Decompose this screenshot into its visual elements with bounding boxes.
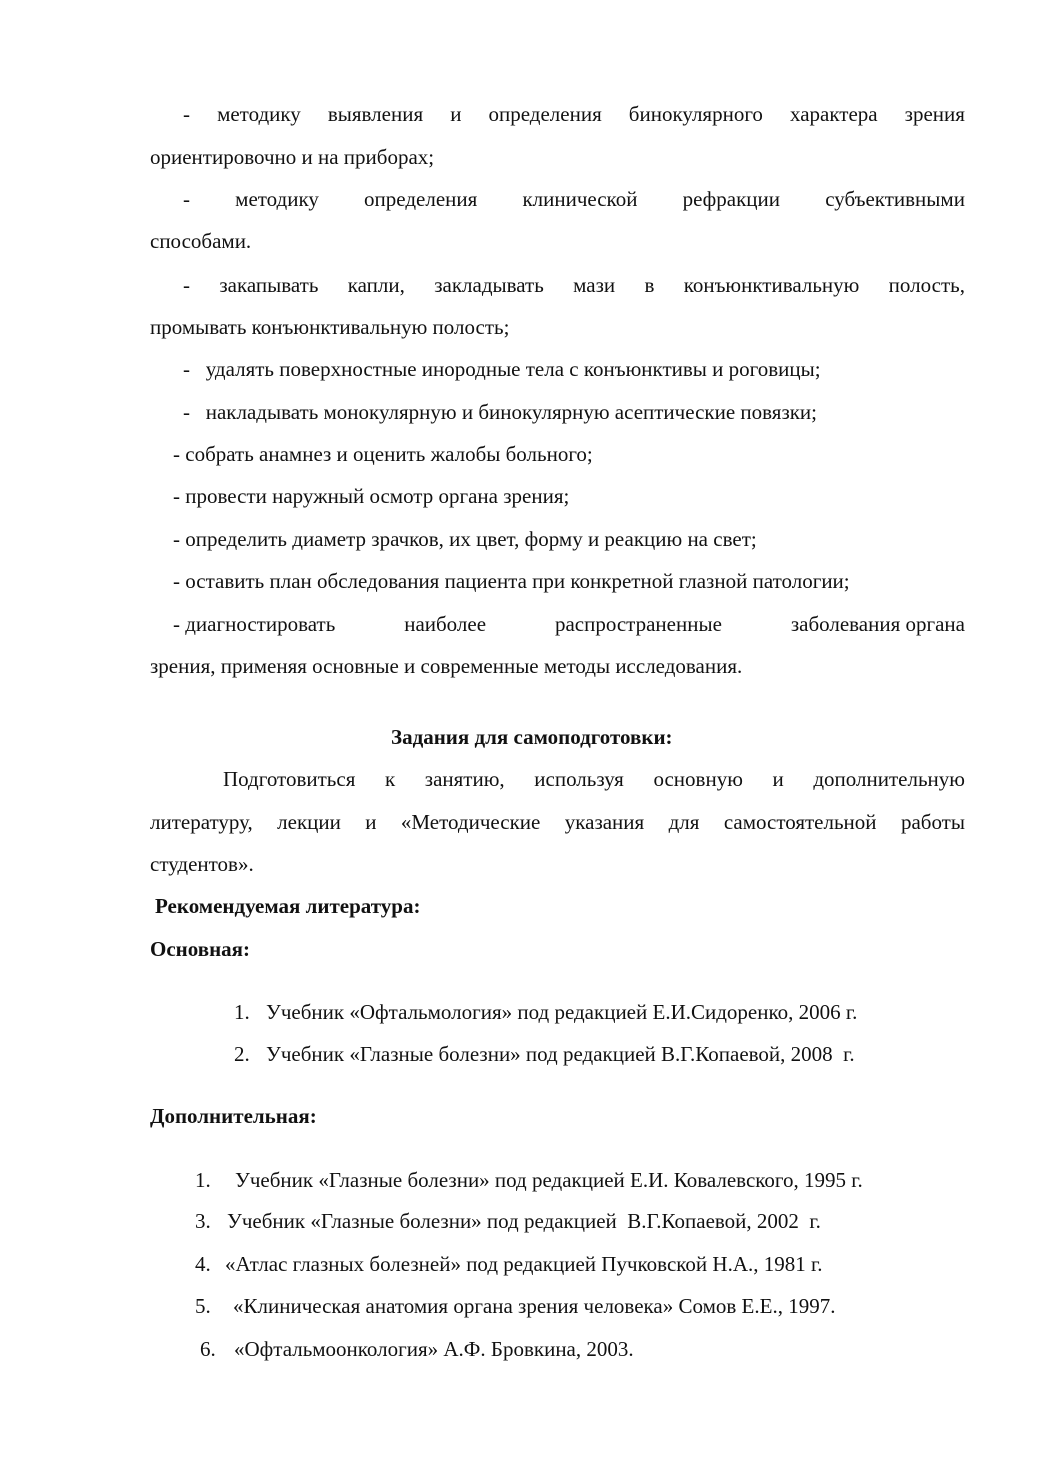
word: мази	[573, 273, 616, 297]
word: закладывать	[434, 273, 544, 297]
skill-item-9: - оставить план обследования пациента при конкретной глазной патологии;	[173, 569, 850, 593]
word: распространенные	[554, 612, 722, 636]
word: определения	[488, 102, 602, 126]
word: самостоятельной	[723, 810, 877, 834]
literature-heading: Рекомендуемая литература:	[155, 894, 421, 918]
list-number: 1.	[234, 1000, 250, 1024]
word: выявления	[327, 102, 424, 126]
word: субъективными	[825, 187, 965, 211]
word: методику	[235, 187, 319, 211]
skill-item-6: - собрать анамнез и оценить жалобы больного;	[173, 442, 593, 466]
self-study-line-2	[150, 812, 965, 833]
word: рефракции	[682, 187, 781, 211]
word: закапывать	[219, 273, 319, 297]
word: Подготовиться	[223, 767, 356, 791]
skill-item-2-line-2: способами.	[150, 229, 252, 253]
main-literature-heading: Основная:	[150, 937, 251, 961]
word: используя	[534, 767, 624, 791]
word: и	[365, 810, 377, 834]
word: конъюнктивальную	[683, 273, 860, 297]
list-text: «Клиническая анатомия органа зрения человека» Сомов Е.Е., 1997.	[233, 1294, 836, 1318]
word: дополнительную	[813, 767, 965, 791]
word: литературу,	[150, 810, 253, 834]
word: -	[183, 187, 190, 211]
word: -	[183, 273, 190, 297]
list-text: Учебник «Глазные болезни» под редакцией В.Г.Копаевой, 2008 г.	[266, 1042, 855, 1066]
word: работы	[900, 810, 965, 834]
self-study-line-1	[223, 769, 965, 790]
extra-literature-item-6	[179, 1318, 634, 1381]
self-study-heading: Задания для самоподготовки:	[391, 725, 673, 749]
word: бинокулярного	[628, 102, 763, 126]
word: -	[183, 102, 190, 126]
list-number: 6.	[200, 1337, 216, 1361]
word: к	[384, 767, 396, 791]
skill-item-2-line-1	[183, 189, 965, 210]
word: указания	[564, 810, 645, 834]
skill-item-4: - удалять поверхностные инородные тела с конъюнктивы и роговицы;	[183, 357, 821, 381]
word: для	[668, 810, 700, 834]
skill-item-10-line-2: зрения, применяя основные и современные методы исследования.	[150, 654, 743, 678]
list-text: Учебник «Глазные болезни» под редакцией В.Г.Копаевой, 2002 г.	[227, 1209, 821, 1233]
word: методику	[217, 102, 301, 126]
word: характера	[789, 102, 878, 126]
extra-literature-heading: Дополнительная:	[150, 1104, 317, 1128]
skill-item-1-line-2: ориентировочно и на приборах;	[150, 145, 435, 169]
list-text: «Атлас глазных болезней» под редакцией Пучковской Н.А., 1981 г.	[225, 1252, 823, 1276]
word: в	[644, 273, 655, 297]
word: и	[772, 767, 784, 791]
list-number: 3.	[195, 1209, 211, 1233]
main-literature-item-2	[213, 1023, 855, 1086]
list-number: 5.	[195, 1294, 211, 1318]
list-number: 1.	[195, 1168, 211, 1192]
list-text: Учебник «Офтальмология» под редакцией Е.И.Сидоренко, 2006 г.	[266, 1000, 858, 1024]
word: капли,	[347, 273, 405, 297]
skill-item-5: - накладывать монокулярную и бинокулярную асептические повязки;	[183, 400, 818, 424]
skill-item-8: - определить диаметр зрачков, их цвет, форму и реакцию на свет;	[173, 527, 757, 551]
word: клинической	[522, 187, 638, 211]
word: и	[450, 102, 462, 126]
list-text: Учебник «Глазные болезни» под редакцией Е.И. Ковалевского, 1995 г.	[235, 1168, 863, 1192]
list-text: «Офтальмоонкология» А.Ф. Бровкина, 2003.	[234, 1337, 634, 1361]
skill-item-10-line-1	[173, 614, 965, 635]
skill-item-3-line-1	[183, 275, 965, 296]
word: лекции	[277, 810, 341, 834]
word: - диагностировать	[173, 612, 336, 636]
list-number: 2.	[234, 1042, 250, 1066]
skill-item-7: - провести наружный осмотр органа зрения;	[173, 484, 570, 508]
word: наиболее	[404, 612, 487, 636]
skill-item-3-line-2: промывать конъюнктивальную полость;	[150, 315, 510, 339]
word: основную	[653, 767, 743, 791]
word: занятию,	[424, 767, 505, 791]
self-study-line-3: студентов».	[150, 852, 254, 876]
word: зрения	[904, 102, 965, 126]
word: «Методические	[400, 810, 541, 834]
word: определения	[364, 187, 478, 211]
word: полость,	[888, 273, 965, 297]
skill-item-1-line-1	[183, 104, 965, 125]
word: заболевания органа	[790, 612, 965, 636]
list-number: 4.	[195, 1252, 211, 1276]
